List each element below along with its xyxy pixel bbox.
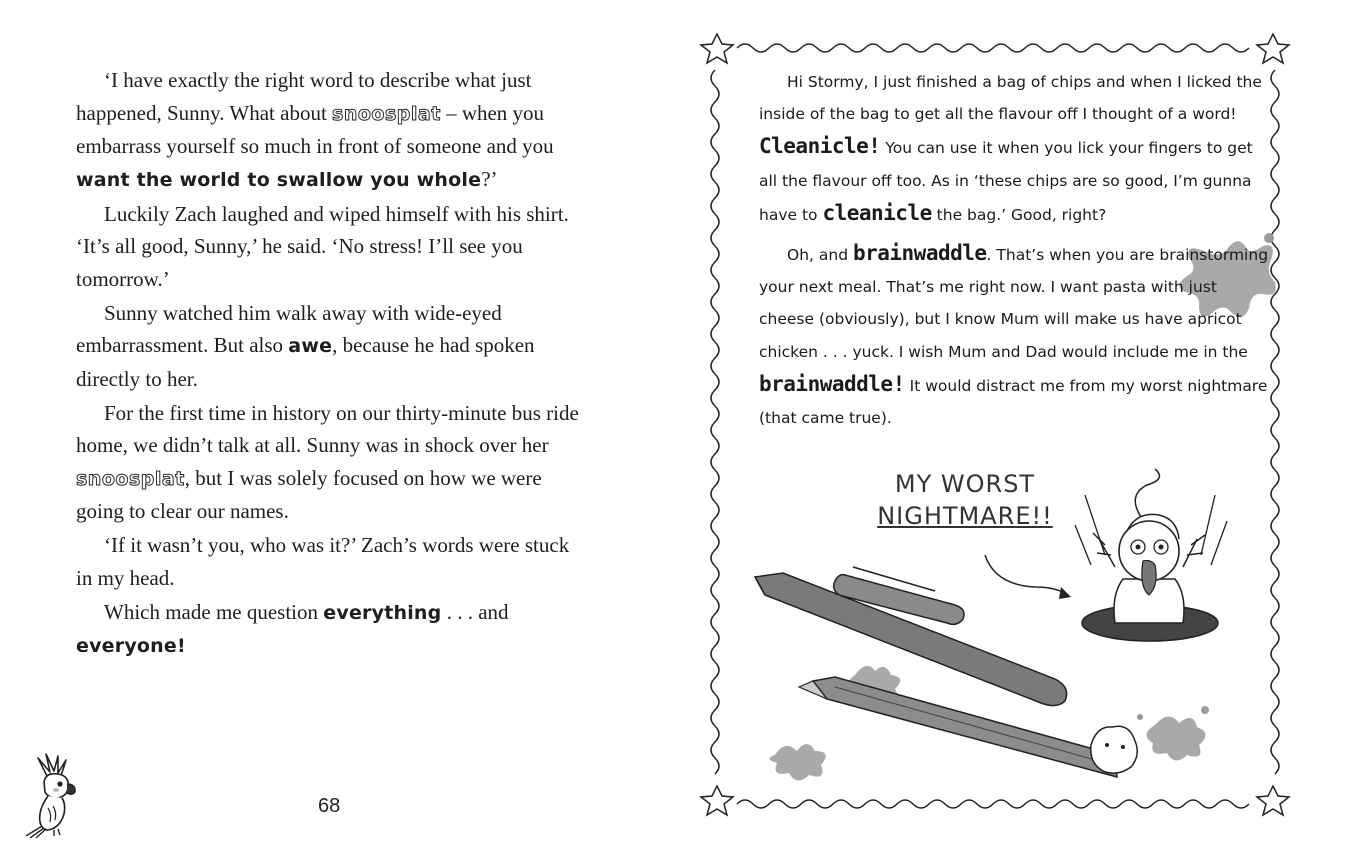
text-segment: the bag.’ Good, right? [931,205,1107,224]
text-segment: You can use it when you lick your fingers to get all the flavour off too. As in ‘these chips are so good, I’m gunna have to [759,139,1253,224]
page-number: 68 [318,795,341,817]
text-segment: ‘If it wasn’t you, who was it?’ Zach’s words were stuck in my head. [76,533,570,590]
text-segment: Luckily Zach laughed and wiped himself with his shirt. ‘It’s all good, Sunny,’ he said. ‘No stress! I’ll see you tomorrow.’ [76,201,569,291]
emphasis-word: cleanicle [822,200,932,225]
emphasis-word: Cleanicle! [759,134,881,159]
text-segment: . . . and [441,599,509,624]
emphasis-word: everyone! [76,635,186,657]
text-segment: , but I was solely focused on how we were going to clear our names. [76,465,542,523]
right-page [675,0,1350,856]
caption-line-1: MY WORST [894,470,1036,498]
text-segment: It would distract me from my worst nightmare (that came true). [759,376,1268,428]
illustration-caption [865,468,1065,532]
note-body-text [759,66,1269,440]
paragraph [76,397,586,528]
text-segment: , because he had spoken directly to her. [76,333,535,391]
text-segment: For the first time in history on our thirty-minute bus ride home, we didn’t talk at all. Sunny was in shock over her [76,400,579,457]
emphasis-word: awe [288,335,333,357]
text-segment: Which made me question [104,599,324,624]
star-icon [701,34,733,63]
emphasis-word: want the world to swallow you whole [76,168,482,191]
text-segment: Sunny watched him walk away with wide-eyed embarrassment. But also [76,300,502,357]
left-page-body-text [76,64,586,664]
text-segment: ‘I have exactly the right word to describe what just happened, Sunny. What about [76,68,532,125]
paragraph [759,66,1269,231]
emphasis-word: brainwaddle [852,241,987,266]
text-segment: Oh, and [787,246,853,265]
emphasis-word: snoosplat [76,467,185,490]
paragraph [759,237,1269,434]
emphasis-word: snoosplat [332,102,441,125]
emphasis-word: brainwaddle! [759,371,905,396]
caption-line-2: NIGHTMARE!! [877,502,1053,530]
paragraph [76,529,586,594]
text-segment: – when you embarrass yourself so much in front of someone and you [76,100,554,158]
emphasis-word: everything [323,601,442,624]
paragraph [76,297,586,396]
paragraph [76,198,586,296]
paragraph [76,596,586,663]
cockatoo-icon [18,752,90,838]
paragraph [76,64,586,196]
text-segment: ?’ [481,166,498,191]
text-segment: . That’s when you are brainstorming your next meal. That’s me right now. I want pasta with just cheese (obviously), but I know Mum will make us have apricot chicken . . . yuck. I wish Mum and Dad would include me in the [759,246,1269,361]
text-segment: Hi Stormy, I just finished a bag of chips and when I licked the inside of the bag to get all the flavour off I thought of a word! [759,73,1262,124]
